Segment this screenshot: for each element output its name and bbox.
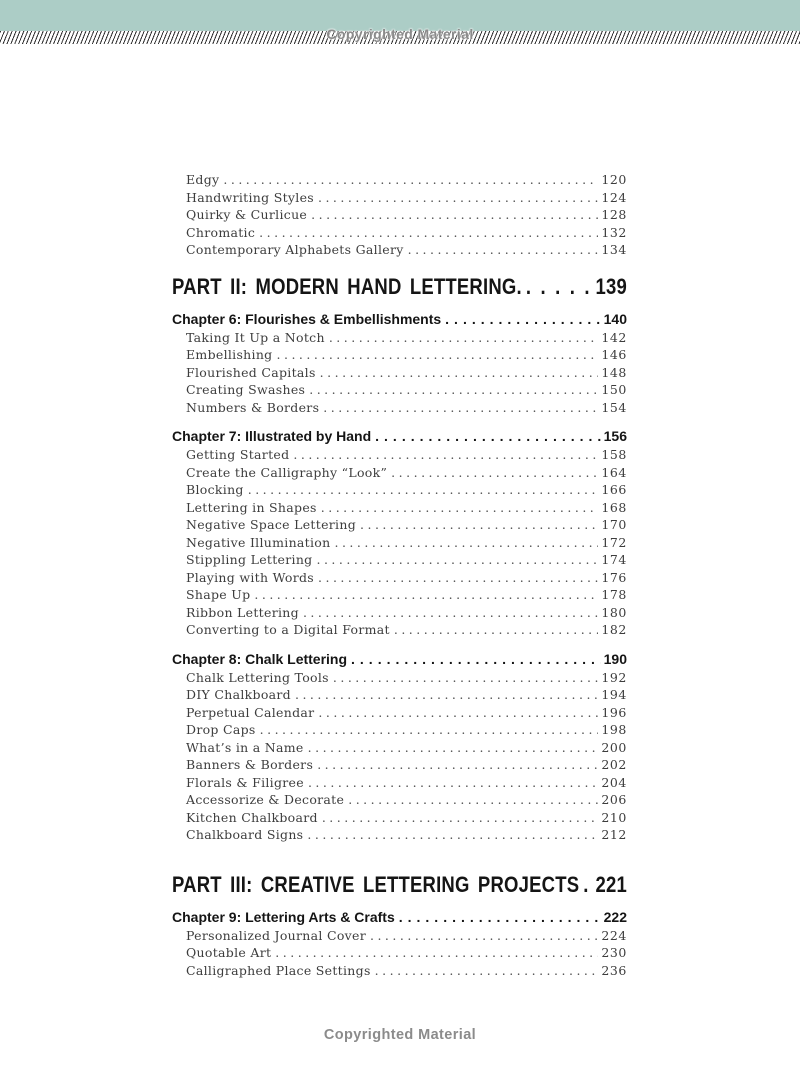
- dot-leader: [317, 756, 598, 774]
- toc-entry-row: [172, 171, 627, 189]
- dot-leader: [399, 908, 601, 927]
- toc-entry-page-number: 176: [601, 569, 627, 585]
- toc-entry-page-number: 154: [601, 399, 627, 415]
- toc-entry-page-number: 174: [601, 552, 627, 567]
- toc-entry-page-number: 180: [601, 604, 627, 620]
- dot-leader: [360, 516, 598, 534]
- dot-leader: [334, 534, 598, 552]
- toc-entry-row: [172, 329, 627, 347]
- toc-part-title: PART II: MODERN HAND LETTERING.: [172, 273, 522, 299]
- toc-entry-title: What’s in a Name: [186, 739, 304, 755]
- dot-leader: [308, 774, 598, 792]
- toc-chapter-row: [172, 310, 627, 329]
- dot-leader: [583, 869, 592, 899]
- toc-entry-page-number: 172: [601, 534, 627, 550]
- toc-entry-page-number: 212: [601, 827, 627, 842]
- toc-entry-page-number: 236: [601, 962, 627, 978]
- dot-leader: [259, 224, 598, 242]
- dot-leader: [248, 481, 599, 499]
- dot-leader: [260, 721, 599, 739]
- toc-chapter-page-number: 190: [603, 650, 627, 667]
- copyrighted-material-banner-top: Copyrighted Material: [326, 26, 474, 42]
- toc-chapter-page-number: 156: [603, 428, 627, 444]
- toc-part-row: [172, 869, 627, 899]
- dot-leader: [318, 704, 598, 722]
- toc-entry-row: [172, 534, 627, 552]
- toc-entry-title: Creating Swashes: [186, 382, 306, 397]
- toc-entry-page-number: 146: [601, 347, 627, 362]
- toc-entry-page-number: 194: [601, 687, 627, 702]
- toc-entry-row: [172, 621, 627, 639]
- toc-entry-row: [172, 721, 627, 739]
- dot-leader: [333, 669, 598, 687]
- toc-entry-row: [172, 826, 627, 844]
- toc-entry-title: Accessorize & Decorate: [186, 792, 345, 807]
- toc-entry-row: [172, 756, 627, 774]
- dot-leader: [293, 446, 598, 464]
- toc-entry-page-number: 178: [601, 587, 627, 602]
- toc-entry-title: Perpetual Calendar: [186, 704, 315, 720]
- dot-leader: [254, 586, 598, 604]
- toc-entry-title: Contemporary Alphabets Gallery: [186, 242, 404, 257]
- toc-chapter-title: Chapter 8: Chalk Lettering: [172, 650, 348, 667]
- toc-chapter-row: [172, 908, 627, 927]
- toc-entry-row: [172, 499, 627, 517]
- toc-entry-row: [172, 686, 627, 704]
- toc-entry-row: [172, 927, 627, 945]
- toc-entry-page-number: 202: [601, 757, 627, 772]
- toc-entry-page-number: 182: [601, 622, 627, 637]
- toc-entry-title: Edgy: [186, 172, 220, 187]
- toc-entry-title: Taking It Up a Notch: [186, 329, 325, 345]
- toc-entry-row: [172, 206, 627, 224]
- dot-leader: [321, 499, 599, 517]
- toc-entry-title: Quirky & Curlicue: [186, 207, 308, 222]
- toc-entry-row: [172, 962, 627, 980]
- toc-entry-title: Drop Caps: [186, 722, 256, 737]
- toc-entry-title: Calligraphed Place Settings: [186, 962, 371, 978]
- toc-entry-title: Playing with Words: [186, 569, 315, 585]
- toc-entry-row: [172, 346, 627, 364]
- dot-leader: [323, 399, 598, 417]
- toc-entry-page-number: 198: [601, 722, 627, 737]
- toc-part-title: PART III: CREATIVE LETTERING PROJECTS: [172, 871, 580, 897]
- table-of-contents: [172, 171, 627, 979]
- toc-entry-row: [172, 381, 627, 399]
- dot-leader: [408, 241, 599, 259]
- toc-part-page-number: 221: [595, 871, 627, 897]
- dot-leader: [375, 427, 600, 446]
- dot-leader: [351, 650, 601, 669]
- toc-entry-row: [172, 586, 627, 604]
- toc-entry-row: [172, 399, 627, 417]
- toc-chapter-row: [172, 650, 627, 669]
- toc-chapter-title: Chapter 6: Flourishes & Embellishments: [172, 310, 442, 327]
- toc-entry-row: [172, 241, 627, 259]
- dot-leader: [329, 329, 599, 347]
- toc-entry-page-number: 164: [601, 464, 627, 480]
- toc-entry-page-number: 206: [601, 792, 627, 807]
- dot-leader: [348, 791, 598, 809]
- dot-leader: [223, 171, 598, 189]
- toc-entry-title: Quotable Art: [186, 945, 272, 960]
- toc-entry-page-number: 158: [601, 447, 627, 462]
- toc-chapter-page-number: 222: [603, 908, 627, 925]
- toc-entry-title: Chalkboard Signs: [186, 827, 304, 842]
- toc-entry-page-number: 200: [601, 739, 627, 755]
- toc-entry-title: Getting Started: [186, 447, 290, 462]
- toc-entry-title: Kitchen Chalkboard: [186, 809, 318, 825]
- toc-entry-title: Handwriting Styles: [186, 189, 314, 205]
- dot-leader: [277, 346, 599, 364]
- toc-entry-title: Stippling Lettering: [186, 552, 313, 567]
- toc-entry-row: [172, 551, 627, 569]
- dot-leader: [318, 189, 598, 207]
- dot-leader: [318, 569, 598, 587]
- toc-entry-row: [172, 944, 627, 962]
- toc-entry-page-number: 148: [601, 364, 627, 380]
- toc-entry-row: [172, 774, 627, 792]
- toc-entry-page-number: 168: [601, 499, 627, 515]
- toc-entry-page-number: 224: [601, 927, 627, 943]
- toc-entry-row: [172, 364, 627, 382]
- toc-entry-title: Embellishing: [186, 347, 273, 362]
- toc-chapter-title: Chapter 7: Illustrated by Hand: [172, 428, 372, 444]
- toc-part-row: [172, 271, 627, 301]
- toc-entry-row: [172, 189, 627, 207]
- dot-leader: [391, 464, 598, 482]
- toc-part-page-number: 139: [595, 273, 627, 299]
- dot-leader: [303, 604, 598, 622]
- toc-entry-row: [172, 516, 627, 534]
- toc-entry-title: Banners & Borders: [186, 757, 314, 772]
- toc-chapter-row: [172, 427, 627, 446]
- toc-entry-row: [172, 809, 627, 827]
- toc-entry-title: Chalk Lettering Tools: [186, 669, 329, 685]
- dot-leader: [445, 310, 600, 329]
- toc-entry-page-number: 166: [601, 482, 627, 497]
- dot-leader: [526, 271, 593, 301]
- toc-entry-page-number: 132: [601, 224, 627, 240]
- toc-entry-row: [172, 569, 627, 587]
- toc-entry-row: [172, 704, 627, 722]
- toc-entry-page-number: 192: [601, 669, 627, 685]
- toc-entry-page-number: 150: [601, 382, 627, 397]
- toc-entry-title: Chromatic: [186, 224, 256, 240]
- toc-entry-page-number: 204: [601, 774, 627, 790]
- toc-entry-title: Negative Space Lettering: [186, 517, 356, 532]
- dot-leader: [275, 944, 598, 962]
- toc-entry-page-number: 128: [601, 207, 627, 222]
- toc-entry-title: Converting to a Digital Format: [186, 622, 390, 637]
- dot-leader: [308, 739, 599, 757]
- toc-entry-row: [172, 481, 627, 499]
- toc-entry-title: Shape Up: [186, 587, 251, 602]
- dot-leader: [309, 381, 598, 399]
- dot-leader: [370, 927, 598, 945]
- dot-leader: [375, 962, 599, 980]
- toc-entry-row: [172, 464, 627, 482]
- toc-entry-row: [172, 224, 627, 242]
- dot-leader: [320, 364, 599, 382]
- toc-chapter-page-number: 140: [603, 310, 627, 327]
- toc-entry-page-number: 210: [601, 809, 627, 825]
- dot-leader: [311, 206, 598, 224]
- toc-entry-title: Create the Calligraphy “Look”: [186, 464, 388, 480]
- toc-chapter-title: Chapter 9: Lettering Arts & Crafts: [172, 908, 395, 925]
- toc-entry-title: Negative Illumination: [186, 534, 331, 550]
- toc-entry-row: [172, 739, 627, 757]
- toc-entry-title: DIY Chalkboard: [186, 687, 291, 702]
- toc-entry-title: Numbers & Borders: [186, 399, 320, 415]
- dot-leader: [394, 621, 598, 639]
- toc-entry-page-number: 196: [601, 704, 627, 720]
- toc-entry-title: Blocking: [186, 482, 244, 497]
- dot-leader: [307, 826, 598, 844]
- toc-entry-page-number: 142: [601, 329, 627, 345]
- toc-entry-title: Personalized Journal Cover: [186, 927, 366, 943]
- toc-entry-page-number: 134: [601, 242, 627, 257]
- toc-entry-title: Florals & Filigree: [186, 774, 304, 790]
- dot-leader: [322, 809, 599, 827]
- toc-entry-page-number: 124: [601, 189, 627, 205]
- dot-leader: [295, 686, 598, 704]
- toc-entry-row: [172, 604, 627, 622]
- toc-entry-row: [172, 446, 627, 464]
- copyrighted-material-banner-bottom: Copyrighted Material: [323, 1027, 477, 1043]
- dot-leader: [316, 551, 598, 569]
- toc-entry-row: [172, 669, 627, 687]
- toc-entry-page-number: 230: [601, 945, 627, 960]
- toc-entry-page-number: 170: [601, 517, 627, 532]
- toc-entry-row: [172, 791, 627, 809]
- toc-entry-title: Ribbon Lettering: [186, 604, 299, 620]
- toc-entry-title: Lettering in Shapes: [186, 499, 317, 515]
- toc-entry-title: Flourished Capitals: [186, 364, 316, 380]
- toc-entry-page-number: 120: [601, 172, 627, 187]
